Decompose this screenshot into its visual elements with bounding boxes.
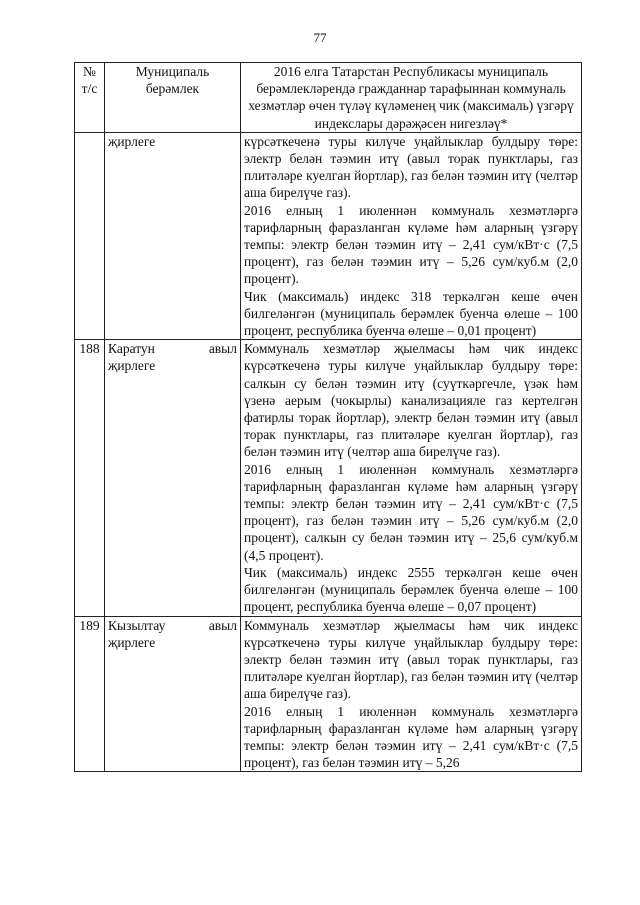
- description-paragraph: Коммуналь хезмәтләр җыелмасы һәм чик индекс күрсәткеченә туры килүче уңайлыклар булдыру төре: салкын су белән тәэмин итү (суүткәргечле, үзәк һәм үзенә аерым (чокырлы) канализацияле газ кертелгән фатирлы торак йортлар), электр белән тәэмин итү (авыл торак пунктлары, газ плитәләре куелган йортлар), газ белән тәэмин итү (челтәр аша бирелүче газ).: [244, 341, 578, 460]
- description-paragraph: Коммуналь хезмәтләр җыелмасы һәм чик индекс күрсәткеченә туры килүче уңайлыклар булдыру төре: электр белән тәэмин итү (авыл торак пунктлары, газ плитәләре куелган йортлар), газ белән тәэмин итү (челтәр аша бирелүче газ).: [244, 617, 578, 702]
- municipality-line: җирлеге: [108, 634, 156, 650]
- row-number: 188: [75, 340, 105, 616]
- description-paragraph: Чик (максималь) индекс 2555 теркәлгән кеше өчен билгеләнгән (муниципаль берәмлек буенча өлеше – 100 процент, республика буенча өлеше – 0,07 процент): [244, 564, 578, 615]
- description-paragraph: 2016 елның 1 июленнән коммуналь хезмәтләргә тарифларның фаразланган күләме һәм аларның үзгәрү темпы: электр белән тәэмин итү – 2,41 сум/кВт·с (7,5 процент), газ белән тәэмин итү – 5,26 сум/куб.м (2,0 процент), салкын су белән тәэмин итү – 25,6 сум/куб.м (4,5 процент).: [244, 461, 578, 563]
- description-paragraph: 2016 елның 1 июленнән коммуналь хезмәтләргә тарифларның фаразланган күләме һәм аларның үзгәрү темпы: электр белән тәэмин итү – 2,41 сум/кВт·с (7,5 процент), газ белән тәэмин итү – 5,26: [244, 703, 578, 771]
- row-municipality: [105, 616, 241, 772]
- row-municipality: [105, 132, 241, 339]
- header-num: № т/с: [75, 63, 105, 133]
- header-municipality: Муниципаль берәмлек: [105, 63, 241, 133]
- page-number: 77: [313, 30, 327, 45]
- row-municipality: [105, 340, 241, 616]
- table-row: [75, 132, 582, 339]
- row-number: 189: [75, 616, 105, 772]
- row-description: [241, 132, 582, 339]
- description-paragraph: 2016 елның 1 июленнән коммуналь хезмәтләргә тарифларның фаразланган күләме һәм аларның үзгәрү темпы: электр белән тәэмин итү – 2,41 сум/кВт·с (7,5 процент), газ белән тәэмин итү – 5,26 сум/куб.м (2,0 процент).: [244, 202, 578, 287]
- row-description: [241, 340, 582, 616]
- municipality-line: җирлеге: [108, 358, 156, 374]
- row-number: [75, 132, 105, 339]
- header-description: 2016 елга Татарстан Республикасы муниципаль берәмлекләрендә гражданнар тарафыннан коммуналь хезмәтләр өчен түләү күләменең чик (максималь) үзгәрү индекслары дәрәҗәсен нигезләү*: [241, 63, 582, 133]
- table-header-row: [75, 63, 582, 133]
- description-paragraph: күрсәткеченә туры килүче уңайлыклар булдыру төре: электр белән тәэмин итү (авыл торак пунктлары, газ плитәләре куелган йортлар), газ белән тәэмин итү (челтәр аша бирелүче газ).: [244, 133, 578, 201]
- table-row: [75, 616, 582, 772]
- row-description: [241, 616, 582, 772]
- description-paragraph: Чик (максималь) индекс 318 теркәлгән кеше өчен билгеләнгән (муниципаль берәмлек буенча өлеше – 100 процент, республика буенча өлеше – 0,01 процент): [244, 288, 578, 339]
- municipality-line: Каратун авыл: [108, 341, 237, 357]
- table-row: [75, 340, 582, 616]
- municipality-line: Кызылтау авыл: [108, 617, 237, 633]
- municipality-line: җирлеге: [108, 133, 156, 149]
- tariff-index-table: [74, 62, 582, 772]
